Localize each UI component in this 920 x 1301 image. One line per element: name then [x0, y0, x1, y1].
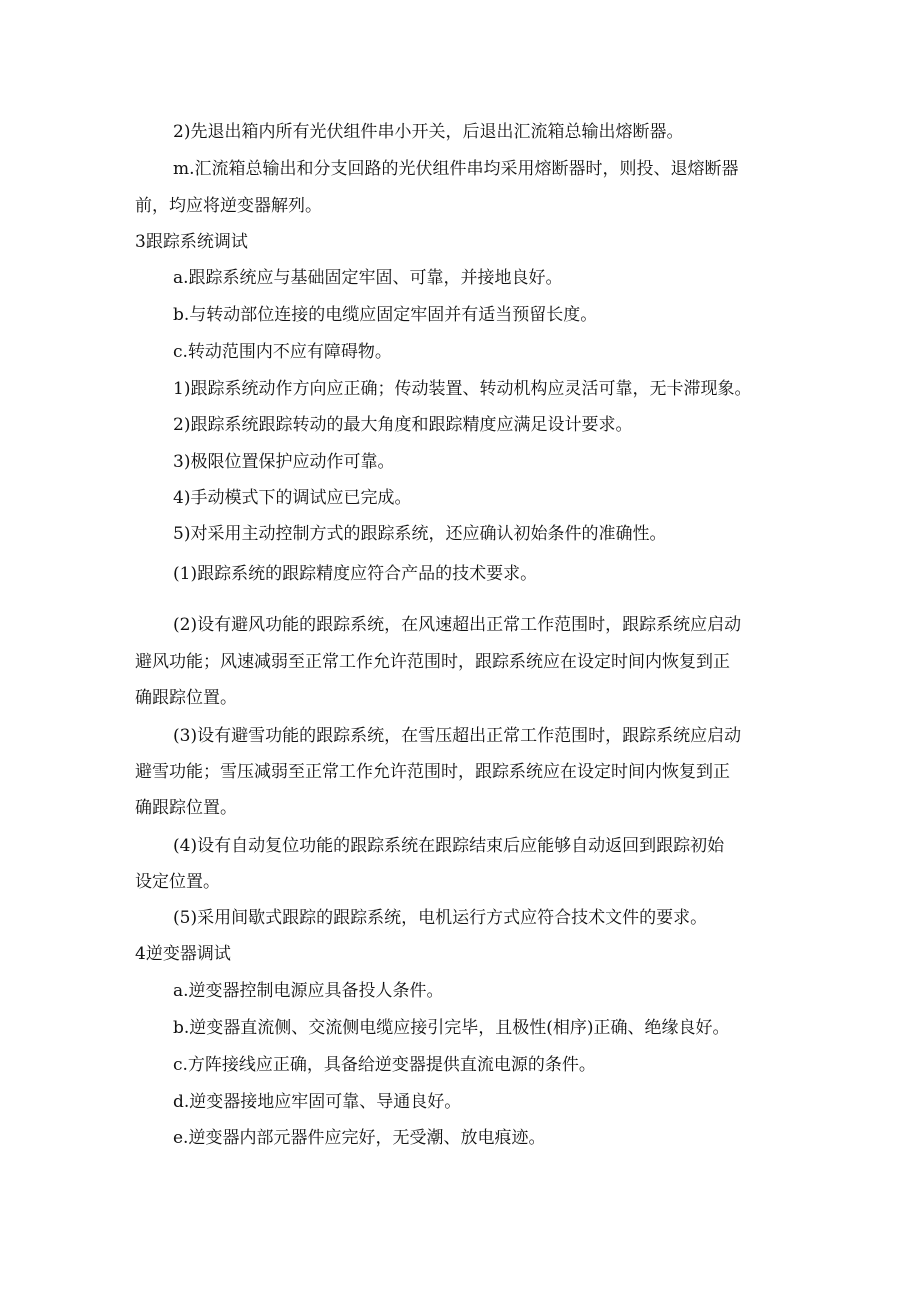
line-tracking-3: 3)极限位置保护应动作可靠。: [173, 452, 395, 472]
line-tracking-b: b.与转动部位连接的电缆应固定牢固并有适当预留长度。: [173, 305, 598, 325]
line-tracking-2: 2)跟踪系统跟踪转动的最大角度和跟踪精度应满足设计要求。: [173, 415, 633, 435]
line-item-m-cont: 前，均应将逆变器解列。: [135, 196, 322, 216]
line-tracking-p3-cont2: 确跟踪位置。: [135, 798, 237, 818]
line-tracking-5: 5)对采用主动控制方式的跟踪系统，还应确认初始条件的准确性。: [173, 524, 667, 544]
line-tracking-p2: (2)设有避风功能的跟踪系统，在风速超出正常工作范围时，跟踪系统应启动: [173, 615, 742, 635]
line-tracking-p4: (4)设有自动复位功能的跟踪系统在跟踪结束后应能够自动返回到跟踪初始: [173, 836, 725, 856]
line-item-m: m.汇流箱总输出和分支回路的光伏组件串均采用熔断器时，则投、退熔断器: [173, 159, 739, 179]
line-tracking-p3-cont1: 避雪功能；雪压减弱至正常工作允许范围时，跟踪系统应在设定时间内恢复到正: [135, 762, 730, 782]
line-inverter-d: d.逆变器接地应牢固可靠、导通良好。: [173, 1092, 462, 1112]
line-inverter-c: c.方阵接线应正确，具备给逆变器提供直流电源的条件。: [173, 1055, 596, 1075]
line-inverter-a: a.逆变器控制电源应具备投人条件。: [173, 981, 444, 1001]
line-tracking-4: 4)手动模式下的调试应已完成。: [173, 488, 412, 508]
line-tracking-p5: (5)采用间歇式跟踪的跟踪系统，电机运行方式应符合技术文件的要求。: [173, 908, 708, 928]
line-tracking-a: a.跟踪系统应与基础固定牢固、可靠，并接地良好。: [173, 268, 563, 288]
line-tracking-p4-cont: 设定位置。: [135, 872, 220, 892]
section-heading-tracking: 3跟踪系统调试: [135, 232, 248, 252]
line-exit-switches: 2)先退出箱内所有光伏组件串小开关，后退出汇流箱总输出熔断器。: [173, 122, 684, 142]
section-heading-inverter: 4逆变器调试: [135, 944, 231, 964]
line-tracking-p2-cont2: 确跟踪位置。: [135, 688, 237, 708]
line-tracking-1: 1)跟踪系统动作方向应正确；传动装置、转动机构应灵活可靠，无卡滞现象。: [173, 379, 752, 399]
line-tracking-p3: (3)设有避雪功能的跟踪系统，在雪压超出正常工作范围时，跟踪系统应启动: [173, 726, 742, 746]
line-tracking-p2-cont1: 避风功能；风速减弱至正常工作允许范围时，跟踪系统应在设定时间内恢复到正: [135, 652, 730, 672]
line-tracking-p1: (1)跟踪系统的跟踪精度应符合产品的技术要求。: [173, 564, 538, 584]
line-tracking-c: c.转动范围内不应有障碍物。: [173, 342, 392, 362]
line-inverter-b: b.逆变器直流侧、交流侧电缆应接引完毕，且极性(相序)正确、绝缘良好。: [173, 1018, 730, 1038]
line-inverter-e: e.逆变器内部元器件应完好，无受潮、放电痕迹。: [173, 1128, 546, 1148]
